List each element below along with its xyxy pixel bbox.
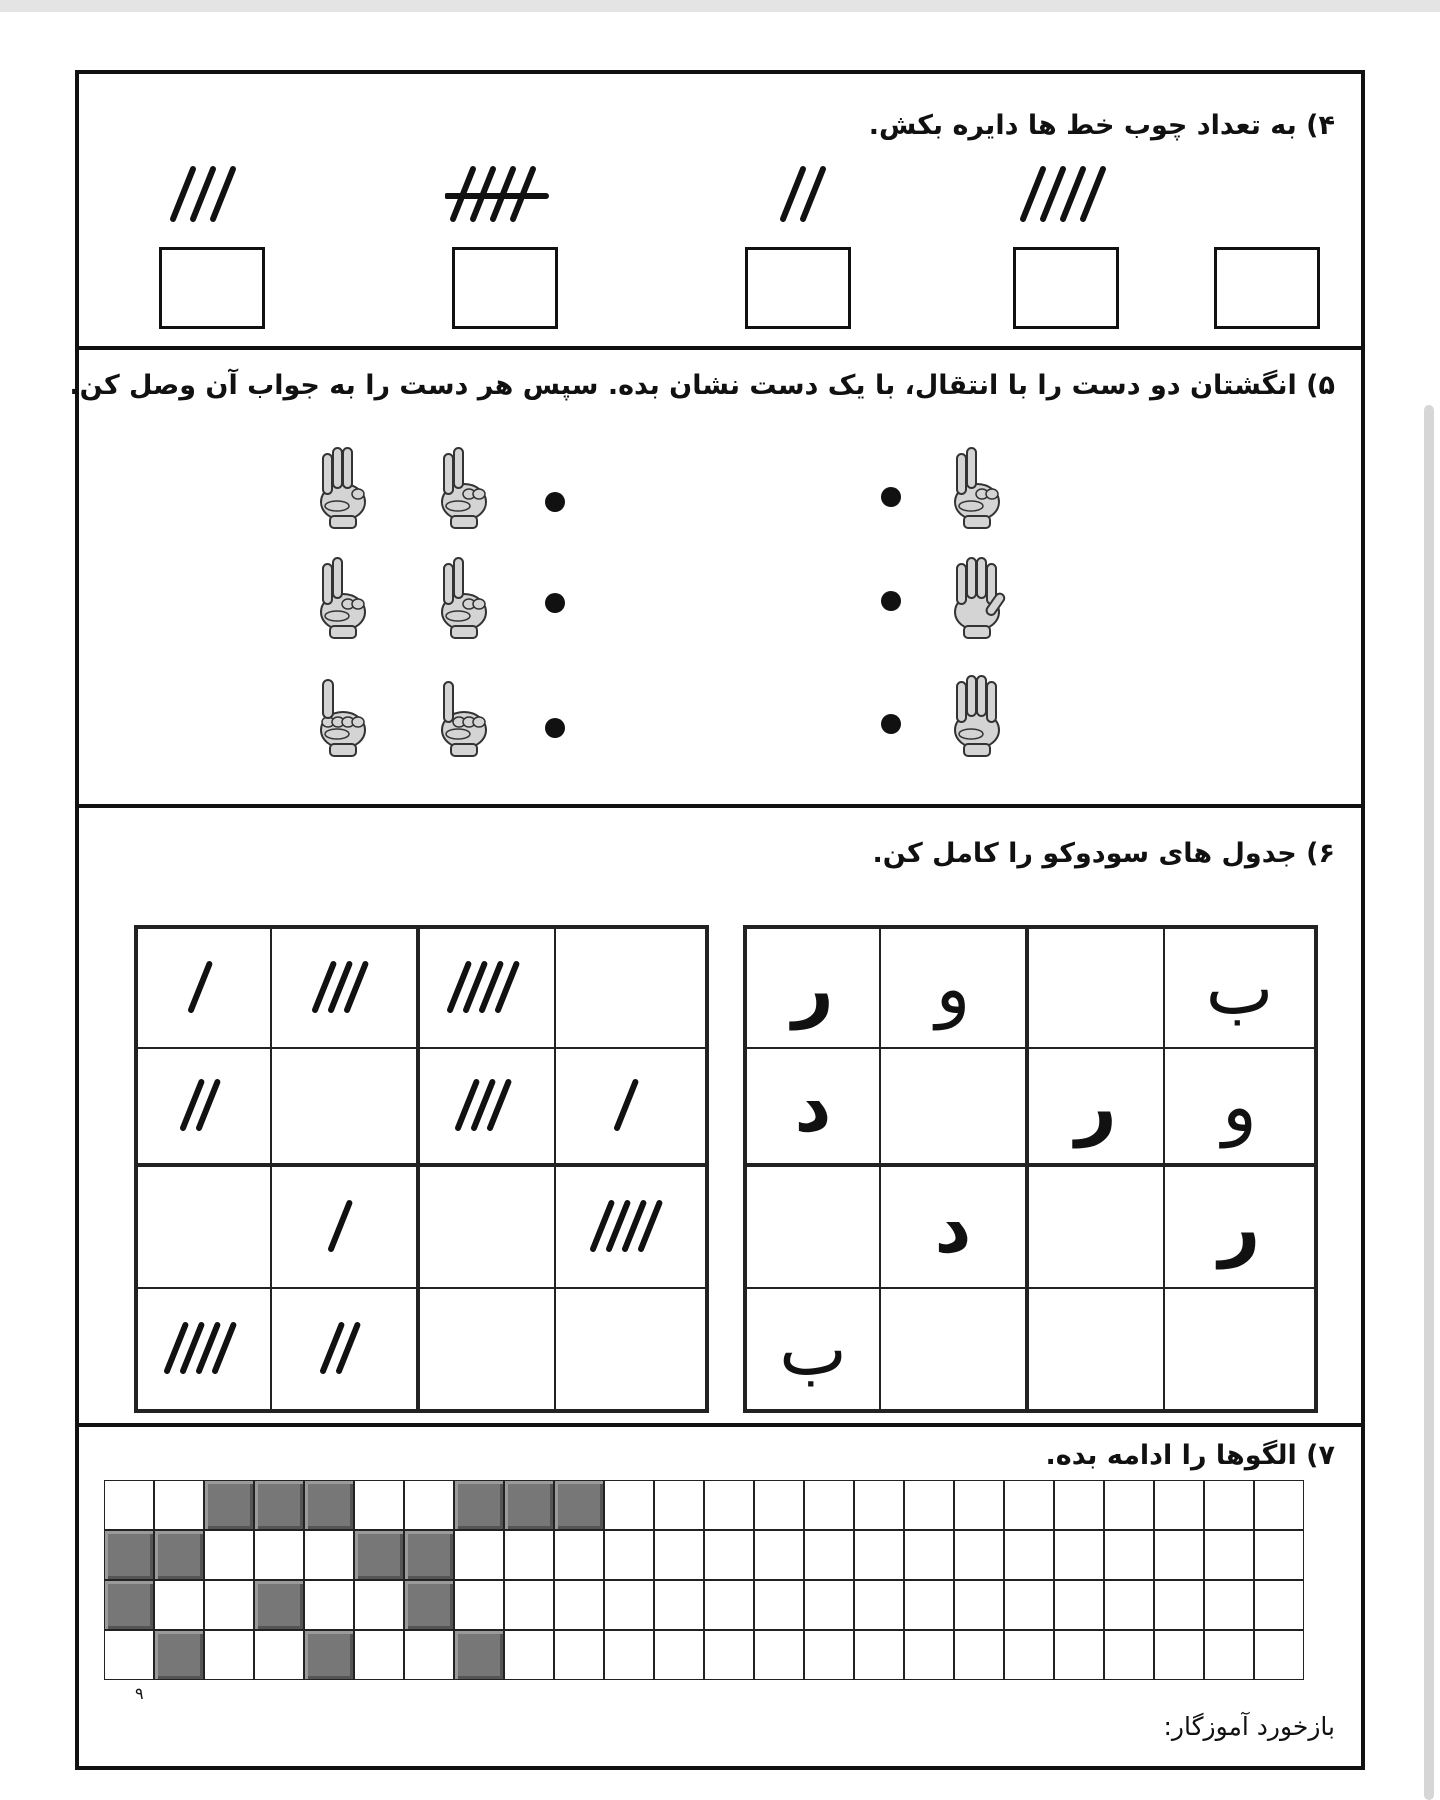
pattern-cell-empty[interactable]	[804, 1630, 854, 1680]
pattern-cell-empty[interactable]	[1004, 1630, 1054, 1680]
pattern-cell-filled	[154, 1530, 204, 1580]
pattern-cell-empty[interactable]	[154, 1480, 204, 1530]
tally-marks	[450, 1078, 525, 1134]
q5-right-connect-dot[interactable]	[881, 714, 901, 734]
pattern-cell-empty[interactable]	[204, 1530, 254, 1580]
q5-left-connect-dot[interactable]	[545, 492, 565, 512]
tally-stroke	[1023, 169, 1043, 219]
tally-marks	[445, 165, 550, 225]
page-number: ۹	[135, 1684, 144, 1703]
pattern-cell-empty[interactable]	[1154, 1630, 1204, 1680]
pattern-cell-empty[interactable]	[454, 1580, 504, 1630]
tally-marks	[775, 165, 840, 225]
pattern-cell-empty[interactable]	[504, 1630, 554, 1680]
q5-right-connect-dot[interactable]	[881, 591, 901, 611]
four-fingers-hand-icon	[947, 668, 1007, 760]
pattern-cell-empty[interactable]	[854, 1480, 904, 1530]
pattern-cell-filled	[354, 1530, 404, 1580]
q5-left-connect-dot[interactable]	[545, 593, 565, 613]
q4-tally-group	[165, 165, 250, 229]
sudoku-cell-given	[747, 1049, 881, 1167]
pattern-cell-empty[interactable]	[604, 1580, 654, 1630]
q5-right-connect-dot[interactable]	[881, 487, 901, 507]
pattern-cell-empty[interactable]	[704, 1630, 754, 1680]
tally-stroke	[803, 169, 823, 219]
pattern-cell-empty[interactable]	[354, 1480, 404, 1530]
tally-stroke	[1063, 169, 1083, 219]
tally-stroke	[193, 169, 213, 219]
pattern-cell-empty[interactable]	[554, 1580, 604, 1630]
pattern-cell-empty[interactable]	[454, 1530, 504, 1580]
pattern-cell-empty[interactable]	[1104, 1580, 1154, 1630]
pattern-cell-filled	[104, 1580, 154, 1630]
tally-sudoku-grid	[134, 925, 709, 1413]
sudoku-cell-given	[881, 1167, 1029, 1289]
sudoku-cell-given	[138, 929, 272, 1049]
pattern-cell-empty[interactable]	[904, 1580, 954, 1630]
q7-title: ۷) الگوها را ادامه بده.	[1045, 1440, 1335, 1471]
pattern-cell-empty[interactable]	[654, 1530, 704, 1580]
pattern-cell-empty[interactable]	[554, 1630, 604, 1680]
sudoku-letter: ب	[779, 1307, 847, 1391]
q6-title: ۶) جدول های سودوکو را کامل کن.	[872, 838, 1335, 869]
q5-left-hand	[434, 668, 494, 764]
pattern-cell-empty[interactable]	[654, 1480, 704, 1530]
pattern-cell-filled	[554, 1480, 604, 1530]
pattern-cell-empty[interactable]	[654, 1630, 704, 1680]
pattern-cell-empty[interactable]	[904, 1530, 954, 1580]
two-fingers-hand-icon	[947, 440, 1007, 532]
pattern-cell-empty[interactable]	[1004, 1580, 1054, 1630]
sudoku-cell-given	[272, 1289, 420, 1409]
tally-stroke	[1083, 169, 1103, 219]
letter-sudoku-grid	[743, 925, 1318, 1413]
pattern-cell-empty[interactable]	[1204, 1480, 1254, 1530]
sudoku-cell-given	[556, 1049, 705, 1167]
pattern-cell-empty[interactable]	[954, 1580, 1004, 1630]
sudoku-letter: و	[1222, 1064, 1257, 1148]
pattern-cell-empty[interactable]	[1004, 1530, 1054, 1580]
pattern-cell-filled	[404, 1580, 454, 1630]
pattern-cell-empty[interactable]	[504, 1580, 554, 1630]
pattern-cell-empty[interactable]	[954, 1630, 1004, 1680]
q4-tally-group	[1015, 165, 1120, 229]
pattern-cell-empty[interactable]	[804, 1580, 854, 1630]
pattern-cell-empty[interactable]	[704, 1480, 754, 1530]
sudoku-cell-given	[272, 929, 420, 1049]
two-fingers-hand-icon	[313, 550, 373, 642]
sudoku-letter: ر	[1075, 1064, 1117, 1148]
sudoku-letter: و	[935, 946, 971, 1030]
pattern-cell-empty[interactable]	[404, 1630, 454, 1680]
q5-answer-hand	[947, 550, 1007, 646]
q5-left-hand	[313, 440, 373, 536]
five-fingers-hand-icon	[947, 550, 1007, 642]
q4-answer-box[interactable]	[1214, 247, 1320, 329]
pattern-cell-empty[interactable]	[854, 1630, 904, 1680]
browser-top-bar	[0, 0, 1440, 12]
q4-tally-group	[445, 165, 550, 229]
scrollbar[interactable]	[1424, 405, 1434, 1800]
pattern-cell-empty[interactable]	[1254, 1580, 1304, 1630]
pattern-cell-empty[interactable]	[1054, 1580, 1104, 1630]
pattern-cell-empty[interactable]	[604, 1530, 654, 1580]
pattern-cell-empty[interactable]	[504, 1530, 554, 1580]
pattern-cell-filled	[504, 1480, 554, 1530]
pattern-cell-empty[interactable]	[854, 1530, 904, 1580]
sudoku-cell-given	[420, 929, 556, 1049]
sudoku-cell-empty[interactable]	[881, 1049, 1029, 1167]
tally-marks	[609, 1078, 652, 1134]
sudoku-cell-given	[420, 1049, 556, 1167]
pattern-cell-empty[interactable]	[1104, 1480, 1154, 1530]
sudoku-cell-empty[interactable]	[420, 1289, 556, 1409]
sudoku-cell-given	[1165, 1167, 1314, 1289]
pattern-cell-empty[interactable]	[204, 1630, 254, 1680]
tally-marks	[442, 960, 533, 1016]
q5-left-hand	[313, 668, 373, 764]
pattern-cell-empty[interactable]	[1204, 1530, 1254, 1580]
pattern-cell-empty[interactable]	[754, 1530, 804, 1580]
pattern-cell-empty[interactable]	[1054, 1480, 1104, 1530]
pattern-cell-empty[interactable]	[754, 1630, 804, 1680]
pattern-cell-empty[interactable]	[304, 1580, 354, 1630]
pattern-cell-empty[interactable]	[1154, 1480, 1204, 1530]
thumb-up-hand-icon	[313, 668, 373, 760]
pattern-cell-empty[interactable]	[704, 1530, 754, 1580]
pattern-cell-filled	[454, 1630, 504, 1680]
pattern-cell-empty[interactable]	[404, 1480, 454, 1530]
three-fingers-hand-icon	[313, 440, 373, 532]
tally-stroke	[1043, 169, 1063, 219]
pattern-cell-filled	[304, 1480, 354, 1530]
tally-marks	[323, 1199, 366, 1255]
tally-stroke	[213, 169, 233, 219]
pattern-cell-empty[interactable]	[1254, 1530, 1304, 1580]
tally-marks	[159, 1321, 250, 1377]
q4-title: ۴) به تعداد چوب خط ها دایره بکش.	[868, 110, 1335, 141]
sudoku-cell-empty[interactable]	[272, 1049, 420, 1167]
tally-marks	[165, 165, 250, 225]
sudoku-cell-given	[138, 1049, 272, 1167]
tally-stroke	[617, 1082, 635, 1128]
pattern-cell-empty[interactable]	[704, 1580, 754, 1630]
tally-stroke	[173, 169, 193, 219]
sudoku-cell-empty[interactable]	[1165, 1289, 1314, 1409]
pattern-cell-empty[interactable]	[604, 1630, 654, 1680]
two-fingers-hand-icon	[434, 440, 494, 532]
q5-title: ۵) انگشتان دو دست را با انتقال، با یک دست نشان بده. سپس هر دست را به جواب آن وصل کن.	[69, 370, 1335, 401]
pattern-cell-empty[interactable]	[604, 1480, 654, 1530]
sudoku-cell-given	[138, 1289, 272, 1409]
pattern-cell-empty[interactable]	[104, 1630, 154, 1680]
pattern-cell-filled	[104, 1530, 154, 1580]
pattern-cell-empty[interactable]	[1004, 1480, 1054, 1530]
pattern-cell-empty[interactable]	[154, 1580, 204, 1630]
sudoku-letter: د	[794, 1064, 832, 1148]
sudoku-cell-given	[1165, 1049, 1314, 1167]
q4-tally-group	[775, 165, 840, 229]
pattern-cell-filled	[304, 1630, 354, 1680]
sudoku-cell-given	[272, 1167, 420, 1289]
pattern-cell-empty[interactable]	[904, 1630, 954, 1680]
q4-answer-box[interactable]	[1013, 247, 1119, 329]
pattern-cell-empty[interactable]	[654, 1580, 704, 1630]
teacher-feedback-label: بازخورد آموزگار:	[1163, 1712, 1335, 1741]
sudoku-cell-empty[interactable]	[420, 1167, 556, 1289]
q4-answer-box[interactable]	[745, 247, 851, 329]
pattern-cell-empty[interactable]	[254, 1630, 304, 1680]
pattern-cell-empty[interactable]	[754, 1580, 804, 1630]
tally-marks	[1015, 165, 1120, 225]
q5-left-hand	[434, 550, 494, 646]
pattern-cell-empty[interactable]	[354, 1580, 404, 1630]
q5-left-hand	[313, 550, 373, 646]
pattern-cell-empty[interactable]	[754, 1480, 804, 1530]
two-fingers-hand-icon	[434, 550, 494, 642]
sudoku-cell-empty[interactable]	[138, 1167, 272, 1289]
tally-marks	[183, 960, 226, 1016]
pattern-cell-empty[interactable]	[804, 1480, 854, 1530]
pattern-cell-empty[interactable]	[1054, 1530, 1104, 1580]
sudoku-cell-empty[interactable]	[1029, 929, 1165, 1049]
sudoku-letter: د	[934, 1185, 972, 1269]
tally-stroke	[783, 169, 803, 219]
sudoku-letter: ب	[1205, 946, 1274, 1030]
sudoku-cell-given	[747, 929, 881, 1049]
sudoku-cell-empty[interactable]	[556, 1289, 705, 1409]
sudoku-cell-empty[interactable]	[881, 1289, 1029, 1409]
pattern-cell-empty[interactable]	[1054, 1630, 1104, 1680]
pattern-cell-empty[interactable]	[204, 1580, 254, 1630]
pattern-cell-filled	[254, 1480, 304, 1530]
sudoku-letter: ر	[1218, 1185, 1261, 1269]
sudoku-cell-given	[1165, 929, 1314, 1049]
sudoku-cell-empty[interactable]	[556, 929, 705, 1049]
tally-marks	[585, 1199, 676, 1255]
sudoku-cell-empty[interactable]	[1029, 1167, 1165, 1289]
pattern-cell-empty[interactable]	[554, 1530, 604, 1580]
pattern-cell-empty[interactable]	[1154, 1530, 1204, 1580]
pattern-cell-empty[interactable]	[1204, 1580, 1254, 1630]
sudoku-letter: ر	[792, 946, 834, 1030]
pattern-cell-empty[interactable]	[1104, 1530, 1154, 1580]
tally-stroke	[191, 964, 209, 1010]
sudoku-cell-given	[881, 929, 1029, 1049]
q5-left-hand	[434, 440, 494, 536]
q5-answer-hand	[947, 668, 1007, 764]
pattern-cell-empty[interactable]	[1254, 1630, 1304, 1680]
pattern-cell-empty[interactable]	[1154, 1580, 1204, 1630]
section-divider-q5-q6	[75, 804, 1365, 808]
pattern-cell-empty[interactable]	[1104, 1630, 1154, 1680]
q4-answer-box[interactable]	[159, 247, 265, 329]
pattern-cell-empty[interactable]	[354, 1630, 404, 1680]
tally-marks	[315, 1321, 374, 1377]
pattern-cell-filled	[154, 1630, 204, 1680]
pattern-cell-empty[interactable]	[904, 1480, 954, 1530]
one-finger-hand-icon	[434, 668, 494, 760]
tally-marks	[175, 1078, 234, 1134]
pattern-cell-empty[interactable]	[254, 1530, 304, 1580]
pattern-cell-empty[interactable]	[954, 1530, 1004, 1580]
tally-marks	[307, 960, 382, 1016]
pattern-cell-empty[interactable]	[104, 1480, 154, 1530]
q5-answer-hand	[947, 440, 1007, 536]
pattern-cell-filled	[254, 1580, 304, 1630]
pattern-cell-empty[interactable]	[304, 1530, 354, 1580]
sudoku-cell-given	[556, 1167, 705, 1289]
pattern-cell-filled	[404, 1530, 454, 1580]
q4-answer-box[interactable]	[452, 247, 558, 329]
section-divider-q4-q5	[75, 346, 1365, 350]
pattern-cell-filled	[204, 1480, 254, 1530]
q5-left-connect-dot[interactable]	[545, 718, 565, 738]
sudoku-cell-empty[interactable]	[747, 1167, 881, 1289]
sudoku-cell-given	[1029, 1049, 1165, 1167]
pattern-cell-empty[interactable]	[954, 1480, 1004, 1530]
pattern-cell-empty[interactable]	[854, 1580, 904, 1630]
pattern-cell-filled	[454, 1480, 504, 1530]
pattern-cell-empty[interactable]	[1254, 1480, 1304, 1530]
sudoku-cell-empty[interactable]	[1029, 1289, 1165, 1409]
tally-stroke	[331, 1203, 349, 1249]
sudoku-cell-given	[747, 1289, 881, 1409]
section-divider-q6-q7	[75, 1423, 1365, 1427]
pattern-cell-empty[interactable]	[804, 1530, 854, 1580]
pattern-cell-empty[interactable]	[1204, 1630, 1254, 1680]
